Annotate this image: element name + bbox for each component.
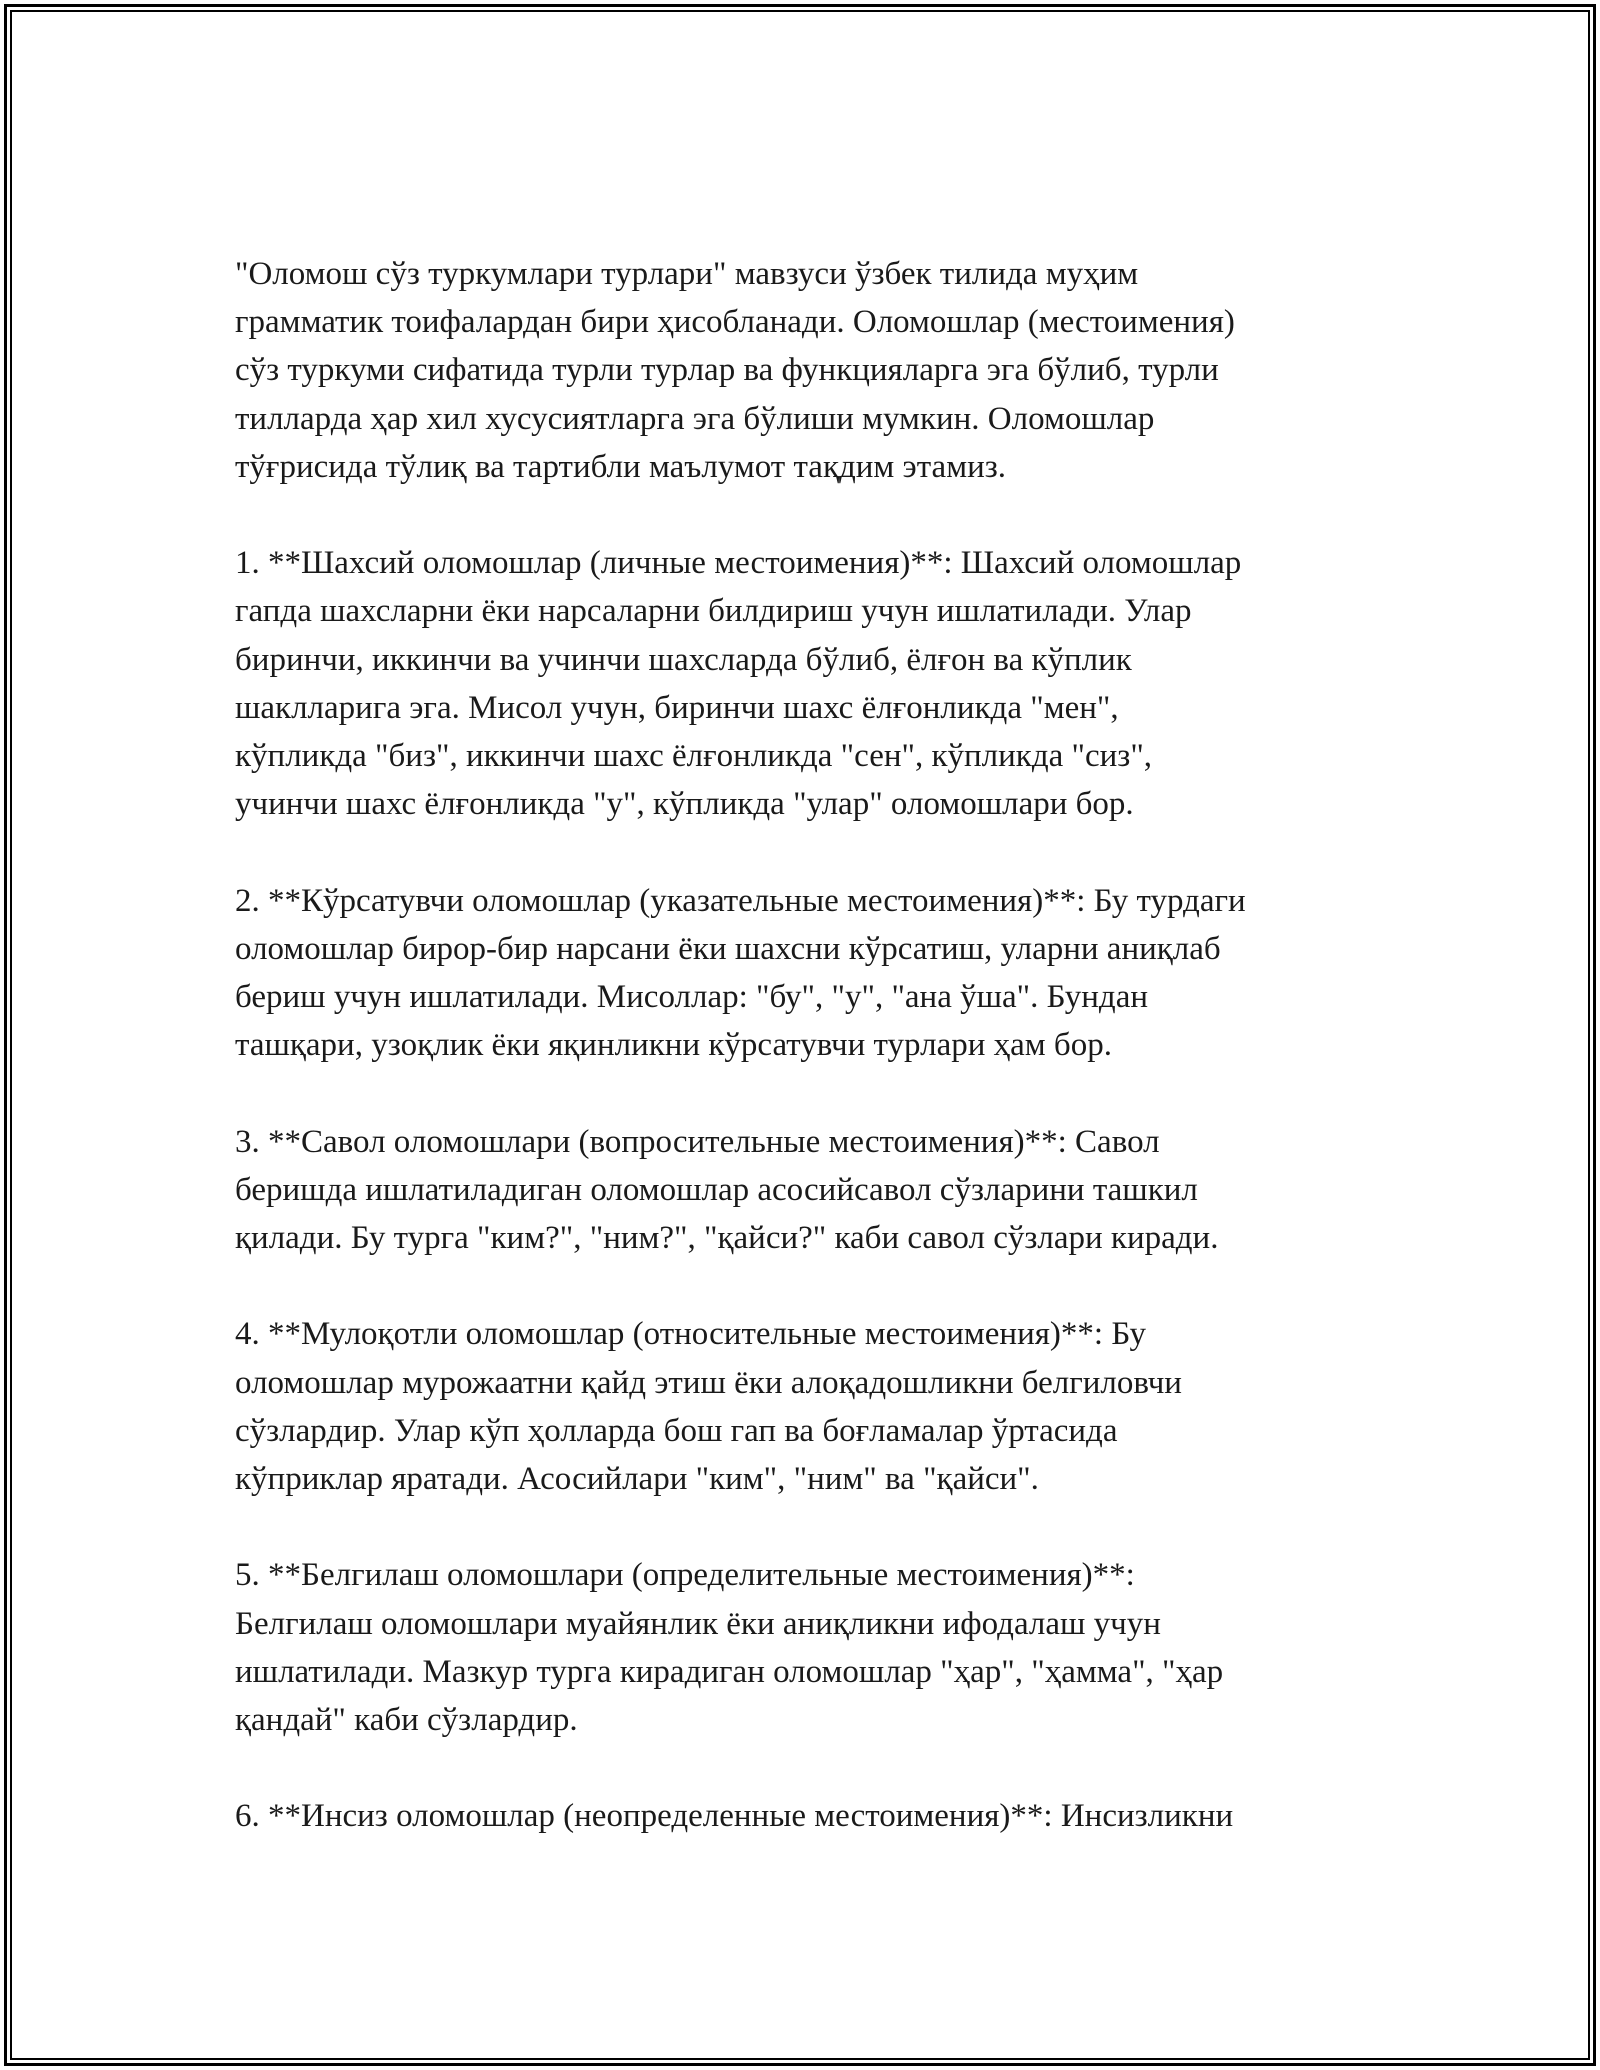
text-line: оломошлар бирор-бир нарсани ёки шахсни кўрсатиш, уларни аниқлаб <box>235 930 1221 967</box>
text-line: 6. **Инсиз оломошлар (неопределенные местоимения)**: Инсизликни <box>235 1798 1234 1835</box>
text-line: гапда шахсларни ёки нарсаларни билдириш учун ишлатилади. Улар <box>235 593 1192 630</box>
text-line: қандай" каби сўзлардир. <box>235 1702 578 1739</box>
text-line: биринчи, иккинчи ва учинчи шахсларда бўлиб, ёлғон ва кўплик <box>235 641 1132 678</box>
item-4-paragraph <box>235 1310 1370 1503</box>
text-line: учинчи шахс ёлғонликда "у", кўпликда "улар" оломошлари бор. <box>235 786 1134 823</box>
text-line: грамматик тоифалардан бири ҳисобланади. Оломошлар (местоимения) <box>235 304 1235 341</box>
text-line: тилларда ҳар хил хусусиятларга эга бўлиши мумкин. Оломошлар <box>235 400 1155 437</box>
text-line: ташқари, узоқлик ёки яқинликни кўрсатувчи турлари ҳам бор. <box>235 1027 1112 1064</box>
text-line: кўпликда "биз", иккинчи шахс ёлғонликда "сен", кўпликда "сиз", <box>235 738 1153 775</box>
text-line: сўз туркуми сифатида турли турлар ва функцияларга эга бўлиб, турли <box>235 352 1219 389</box>
text-line: сўзлардир. Улар кўп ҳолларда бош гап ва боғламалар ўртасида <box>235 1412 1118 1449</box>
intro-paragraph <box>235 250 1370 491</box>
text-line: "Оломош сўз туркумлари турлари" мавзуси ўзбек тилида муҳим <box>235 256 1139 292</box>
item-5-paragraph <box>235 1551 1370 1744</box>
text-line: кўприклар яратади. Асосийлари "ким", "ним" ва "қайси". <box>235 1461 1039 1498</box>
item-6-paragraph <box>235 1792 1370 1840</box>
item-3-paragraph <box>235 1118 1370 1263</box>
text-line: Белгилаш оломошлари муайянлик ёки аниқликни ифодалаш учун <box>235 1605 1161 1642</box>
text-line: тўғрисида тўлиқ ва тартибли маълумот тақдим этамиз. <box>235 448 1007 485</box>
item-1-paragraph <box>235 539 1370 828</box>
text-line: 4. **Мулоқотли оломошлар (относительные местоимения)**: Бу <box>235 1316 1146 1353</box>
text-line: бериш учун ишлатилади. Мисоллар: "бу", "у", "ана ўша". Бундан <box>235 979 1149 1016</box>
text-line: қилади. Бу турга "ким?", "ним?", "қайси?" каби савол сўзлари киради. <box>235 1220 1219 1257</box>
text-line: 2. **Кўрсатувчи оломошлар (указательные местоимения)**: Бу турдаги <box>235 882 1246 919</box>
text-line: шаклларига эга. Мисол учун, биринчи шахс ёлғонликда "мен", <box>235 689 1119 726</box>
item-2-paragraph <box>235 877 1370 1070</box>
text-line: оломошлар мурожаатни қайд этиш ёки алоқадошликни белгиловчи <box>235 1364 1182 1401</box>
text-line: 3. **Савол оломошлари (вопросительные местоимения)**: Савол <box>235 1123 1160 1160</box>
text-line: беришда ишлатиладиган оломошлар асосийсавол сўзларини ташкил <box>235 1171 1198 1208</box>
document-body <box>235 250 1370 1889</box>
text-line: 1. **Шахсий оломошлар (личные местоимения)**: Шахсий оломошлар <box>235 545 1242 582</box>
text-line: ишлатилади. Мазкур турга кирадиган оломошлар "ҳар", "ҳамма", "ҳар <box>235 1653 1224 1690</box>
text-line: 5. **Белгилаш оломошлари (определительные местоимения)**: <box>235 1557 1135 1594</box>
